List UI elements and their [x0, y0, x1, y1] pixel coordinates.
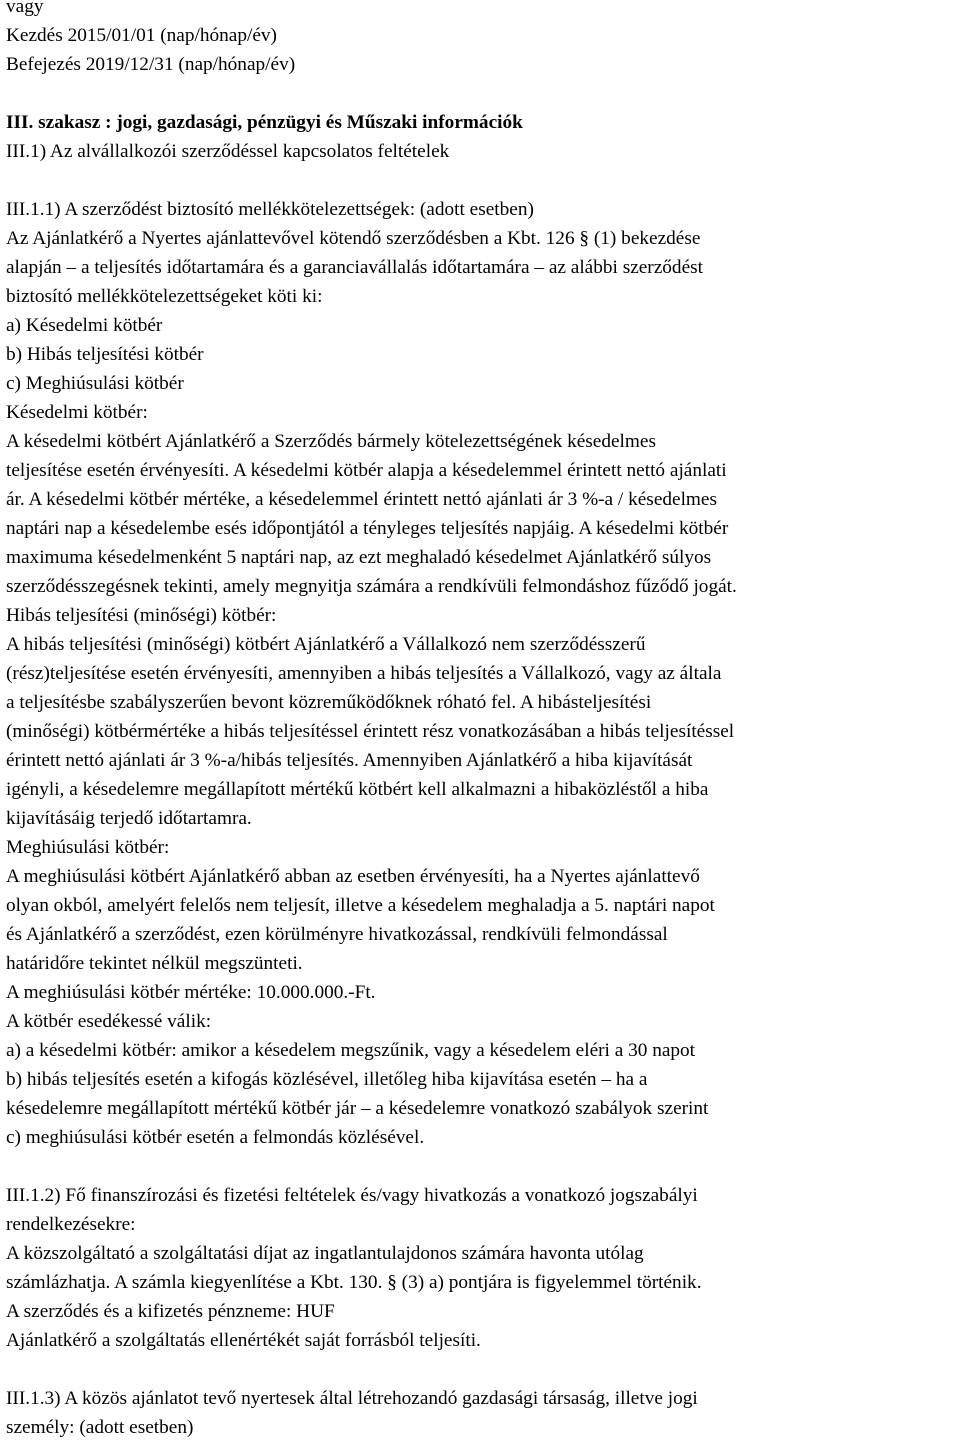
text-line: olyan okból, amelyért felelős nem teljesít, illetve a késedelem meghaladja a 5. naptári napot	[6, 895, 715, 916]
text-line: késedelemre megállapított mértékű kötbér jár – a késedelemre vonatkozó szabályok szerint	[6, 1098, 709, 1119]
text-line: személy: (adott esetben)	[6, 1417, 194, 1438]
subsection-heading: III.1) Az alvállalkozói szerződéssel kapcsolatos feltételek	[6, 141, 450, 162]
section-heading: III. szakasz : jogi, gazdasági, pénzügyi és Műszaki információk	[6, 112, 523, 133]
text-line: ár. A késedelmi kötbér mértéke, a késedelemmel érintett nettó ajánlati ár 3 %-a / késedelmes	[6, 489, 717, 510]
list-item: c) meghiúsulási kötbér esetén a felmondás közlésével.	[6, 1127, 425, 1148]
text-line: A közszolgáltató a szolgáltatási díjat az ingatlantulajdonos számára havonta utólag	[6, 1243, 644, 1264]
list-item: b) hibás teljesítés esetén a kifogás közlésével, illetőleg hiba kijavítása esetén – ha a	[6, 1069, 648, 1090]
subsection-heading: III.1.3) A közös ajánlatot tevő nyertesek által létrehozandó gazdasági társaság, illetve jogi	[6, 1388, 698, 1409]
subsection-heading: III.1.1) A szerződést biztosító mellékkötelezettségek: (adott esetben)	[6, 199, 534, 220]
text-line: maximuma késedelmenként 5 naptári nap, az ezt meghaladó késedelmet Ajánlatkérő súlyos	[6, 547, 712, 568]
text-line: A meghiúsulási kötbér mértéke: 10.000.000.-Ft.	[6, 982, 376, 1003]
text-line: vagy	[6, 0, 44, 17]
text-line: érintett nettó ajánlati ár 3 %-a/hibás teljesítés. Amennyiben Ajánlatkérő a hiba kijavítását	[6, 750, 693, 771]
list-item: a) a késedelmi kötbér: amikor a késedelem megszűnik, vagy a késedelem eléri a 30 napot	[6, 1040, 696, 1061]
text-line: a teljesítésbe szabályszerűen bevont közreműködőknek róható fel. A hibásteljesítési	[6, 692, 652, 713]
blank-line	[6, 1355, 956, 1384]
text-line: A meghiúsulási kötbért Ajánlatkérő abban az esetben érvényesíti, ha a Nyertes ajánlattevő	[6, 866, 700, 887]
list-item: c) Meghiúsulási kötbér	[6, 373, 184, 394]
blank-line	[6, 79, 956, 108]
text-line: Ajánlatkérő a szolgáltatás ellenértékét saját forrásból teljesíti.	[6, 1330, 481, 1351]
blank-line	[6, 166, 956, 195]
text-line: A hibás teljesítési (minőségi) kötbért Ajánlatkérő a Vállalkozó nem szerződésszerű	[6, 634, 646, 655]
text-line: kijavításáig terjedő időtartamra.	[6, 808, 252, 829]
paragraph-label: A kötbér esedékessé válik:	[6, 1011, 212, 1032]
end-date-line: Befejezés 2019/12/31 (nap/hónap/év)	[6, 54, 296, 75]
document-page	[6, 0, 956, 1442]
text-line: (minőségi) kötbérmértéke a hibás teljesítéssel érintett rész vonatkozásában a hibás teljesítéssel	[6, 721, 735, 742]
text-line: és Ajánlatkérő a szerződést, ezen körülményre hivatkozással, rendkívüli felmondással	[6, 924, 668, 945]
text-line: (rész)teljesítése esetén érvényesíti, amennyiben a hibás teljesítés a Vállalkozó, vagy az általa	[6, 663, 722, 684]
list-item: b) Hibás teljesítési kötbér	[6, 344, 204, 365]
text-line: Az Ajánlatkérő a Nyertes ajánlattevővel kötendő szerződésben a Kbt. 126 § (1) bekezdése	[6, 228, 701, 249]
text-line: számlázhatja. A számla kiegyenlítése a Kbt. 130. § (3) a) pontjára is figyelemmel történik.	[6, 1272, 702, 1293]
text-line: igényli, a késedelemre megállapított mértékű kötbért kell alkalmazni a hibaközléstől a hiba	[6, 779, 709, 800]
text-line: teljesítése esetén érvényesíti. A késedelmi kötbér alapja a késedelemmel érintett nettó ajánlati	[6, 460, 727, 481]
start-date-line: Kezdés 2015/01/01 (nap/hónap/év)	[6, 25, 277, 46]
paragraph-label: Meghiúsulási kötbér:	[6, 837, 170, 858]
subsection-heading: III.1.2) Fő finanszírozási és fizetési feltételek és/vagy hivatkozás a vonatkozó jogszabályi	[6, 1185, 698, 1206]
paragraph-label: Hibás teljesítési (minőségi) kötbér:	[6, 605, 277, 626]
paragraph-label: Késedelmi kötbér:	[6, 402, 148, 423]
text-line: határidőre tekintet nélkül megszünteti.	[6, 953, 303, 974]
text-line: A késedelmi kötbért Ajánlatkérő a Szerződés bármely kötelezettségének késedelmes	[6, 431, 656, 452]
text-line: A szerződés és a kifizetés pénzneme: HUF	[6, 1301, 335, 1322]
text-line: szerződésszegésnek tekinti, amely megnyitja számára a rendkívüli felmondáshoz fűződő jogát.	[6, 576, 737, 597]
blank-line	[6, 1152, 956, 1181]
text-line: biztosító mellékkötelezettségeket köti ki:	[6, 286, 323, 307]
list-item: a) Késedelmi kötbér	[6, 315, 163, 336]
text-line: rendelkezésekre:	[6, 1214, 136, 1235]
text-line: naptári nap a késedelembe esés időpontjától a tényleges teljesítés napjáig. A késedelmi kötbér	[6, 518, 729, 539]
text-line: alapján – a teljesítés időtartamára és a garanciavállalás időtartamára – az alábbi szerződést	[6, 257, 703, 278]
